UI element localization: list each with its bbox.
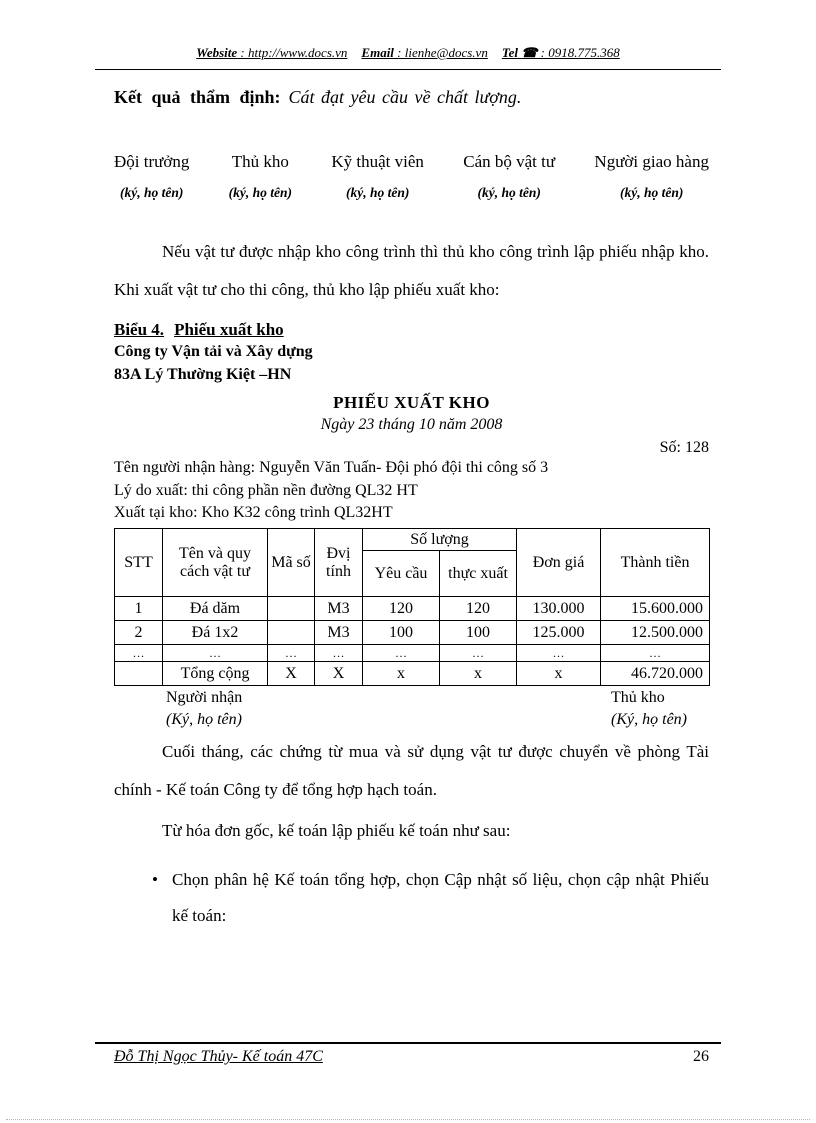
table-row (115, 621, 710, 645)
page-number: 26 (693, 1048, 709, 1065)
voucher-title: PHIẾU XUẤT KHO (333, 392, 490, 412)
page-header (0, 0, 816, 61)
col-header-qty-requested: Yêu cầu (363, 551, 440, 597)
col-header-code: Mã số (268, 529, 315, 597)
appraisal-result-line (114, 87, 709, 108)
signature-col-technician (331, 152, 424, 201)
table-cell: 1 (115, 597, 163, 621)
signature-title: Cán bộ vật tư (463, 152, 556, 171)
col-header-unit-price: Đơn giá (517, 529, 601, 597)
tel-label: Tel (501, 45, 518, 60)
paragraph-intro: Nếu vật tư được nhập kho công trình thì thủ kho công trình lập phiếu nhập kho. Khi xuất vật tư cho thi công, thủ kho lập phiếu xuất kho: (114, 242, 709, 300)
table-cell: 12.500.000 (601, 621, 710, 645)
paragraph-month-end: Cuối tháng, các chứng từ mua và sử dụng vật tư được chuyển về phòng Tài chính - Kế toán Công ty để tổng hợp hạch toán. (114, 742, 709, 800)
table-cell-total-amount: 46.720.000 (601, 662, 710, 686)
bullet-icon: • (152, 869, 158, 889)
phone-icon: ☎ (521, 45, 538, 60)
signature-title: Thủ kho (231, 152, 289, 171)
table-cell: … (268, 645, 315, 662)
table-cell: … (315, 645, 363, 662)
table-cell: 100 (363, 621, 440, 645)
col-header-amount: Thành tiền (601, 529, 710, 597)
table-cell: 130.000 (517, 597, 601, 621)
voucher-signatures (114, 689, 709, 729)
footer-author: Đỗ Thị Ngọc Thủy- Kế toán 47C (114, 1048, 323, 1065)
appraisal-result-label: Kết quả thẩm định: (114, 87, 281, 107)
header-text (196, 45, 620, 60)
signature-subtitle: (ký, họ tên) (119, 185, 184, 200)
voucher-reason: Lý do xuất: thi công phần nền đường QL32 HT (114, 481, 418, 499)
col-header-name: Tên và quy cách vật tư (163, 529, 268, 597)
receiver-title: Người nhận (166, 689, 243, 707)
signature-subtitle: (ký, họ tên) (345, 185, 410, 200)
table-cell: 120 (440, 597, 517, 621)
table-body (115, 597, 710, 686)
company-name: Công ty Vận tải và Xây dựng (114, 342, 313, 360)
table-cell: x (363, 662, 440, 686)
col-header-qty-actual: thực xuất (440, 551, 517, 597)
paragraph-from-invoice: Từ hóa đơn gốc, kế toán lập phiếu kế toán như sau: (162, 820, 511, 840)
header-divider (95, 69, 721, 70)
table-cell: 100 (440, 621, 517, 645)
signature-title: Kỹ thuật viên (331, 152, 424, 171)
tel-value: : 0918.775.368 (537, 45, 620, 60)
signature-col-storekeeper (229, 152, 292, 201)
page-bottom-edge (6, 1119, 810, 1120)
page-footer (95, 1042, 721, 1066)
table-cell: … (115, 645, 163, 662)
voucher-number: Số: 128 (659, 438, 709, 456)
col-header-quantity: Số lượng (363, 529, 517, 551)
table-header-row-1 (115, 529, 710, 551)
col-header-stt: STT (115, 529, 163, 597)
exhibit-heading (114, 320, 709, 340)
table-cell: … (440, 645, 517, 662)
exhibit-heading-text (114, 320, 284, 339)
table-cell: … (163, 645, 268, 662)
table-cell: Đá 1x2 (163, 621, 268, 645)
website-value: : http://www.docs.vn (237, 45, 348, 60)
table-cell: X (268, 662, 315, 686)
signature-title: Đội trưởng (114, 152, 190, 171)
signature-title: Người giao hàng (594, 152, 709, 171)
voucher-receiver: Tên người nhận hàng: Nguyễn Văn Tuấn- Đội phó đội thi công số 3 (114, 458, 549, 476)
appraisal-result-value: Cát đạt yêu cầu về chất lượng. (288, 87, 522, 107)
table-cell (115, 662, 163, 686)
table-cell: … (601, 645, 710, 662)
table-cell: x (440, 662, 517, 686)
table-cell: 125.000 (517, 621, 601, 645)
bullet-item-text: Chọn phân hệ Kế toán tổng hợp, chọn Cập nhật số liệu, chọn cập nhật Phiếu kế toán: (172, 869, 709, 926)
signature-col-materials-officer (463, 152, 555, 201)
table-cell: … (363, 645, 440, 662)
table-cell: … (517, 645, 601, 662)
page-content (0, 87, 816, 935)
signature-col-team-leader (114, 152, 189, 201)
website-label: Website (196, 45, 238, 60)
storekeeper-title: Thủ kho (611, 689, 665, 707)
signature-subtitle: (ký, họ tên) (228, 185, 293, 200)
table-cell-total-label: Tổng cộng (163, 662, 268, 686)
table-cell: 120 (363, 597, 440, 621)
signature-row (114, 152, 709, 201)
col-header-unit: Đvị tính (315, 529, 363, 597)
storekeeper-note: (Ký, họ tên) (611, 711, 687, 729)
signature-col-deliverer (594, 152, 709, 201)
exhibit-title: Phiếu xuất kho (174, 319, 284, 339)
voucher-warehouse: Xuất tại kho: Kho K32 công trình QL32HT (114, 504, 393, 522)
table-cell: 2 (115, 621, 163, 645)
receiver-signature (166, 689, 242, 729)
table-cell: X (315, 662, 363, 686)
table-row-total (115, 662, 710, 686)
email-value: : lienhe@docs.vn (393, 45, 488, 60)
table-cell: 15.600.000 (601, 597, 710, 621)
table-cell: M3 (315, 621, 363, 645)
table-row (115, 597, 710, 621)
table-cell (268, 621, 315, 645)
voucher-date: Ngày 23 tháng 10 năm 2008 (320, 415, 503, 433)
bullet-item (114, 862, 709, 935)
table-cell (268, 597, 315, 621)
email-label: Email (361, 45, 394, 60)
table-row-ellipsis (115, 645, 710, 662)
company-address: 83A Lý Thường Kiệt –HN (114, 365, 292, 383)
exhibit-label: Biểu 4. (114, 319, 165, 339)
signature-subtitle: (ký, họ tên) (477, 185, 541, 200)
signature-subtitle: (ký, họ tên) (620, 185, 684, 200)
table-cell: M3 (315, 597, 363, 621)
table-cell: Đá dăm (163, 597, 268, 621)
table-header (115, 529, 710, 597)
goods-issue-table (114, 528, 710, 686)
table-cell: x (517, 662, 601, 686)
receiver-note: (Ký, họ tên) (166, 711, 242, 729)
storekeeper-signature (611, 689, 687, 729)
